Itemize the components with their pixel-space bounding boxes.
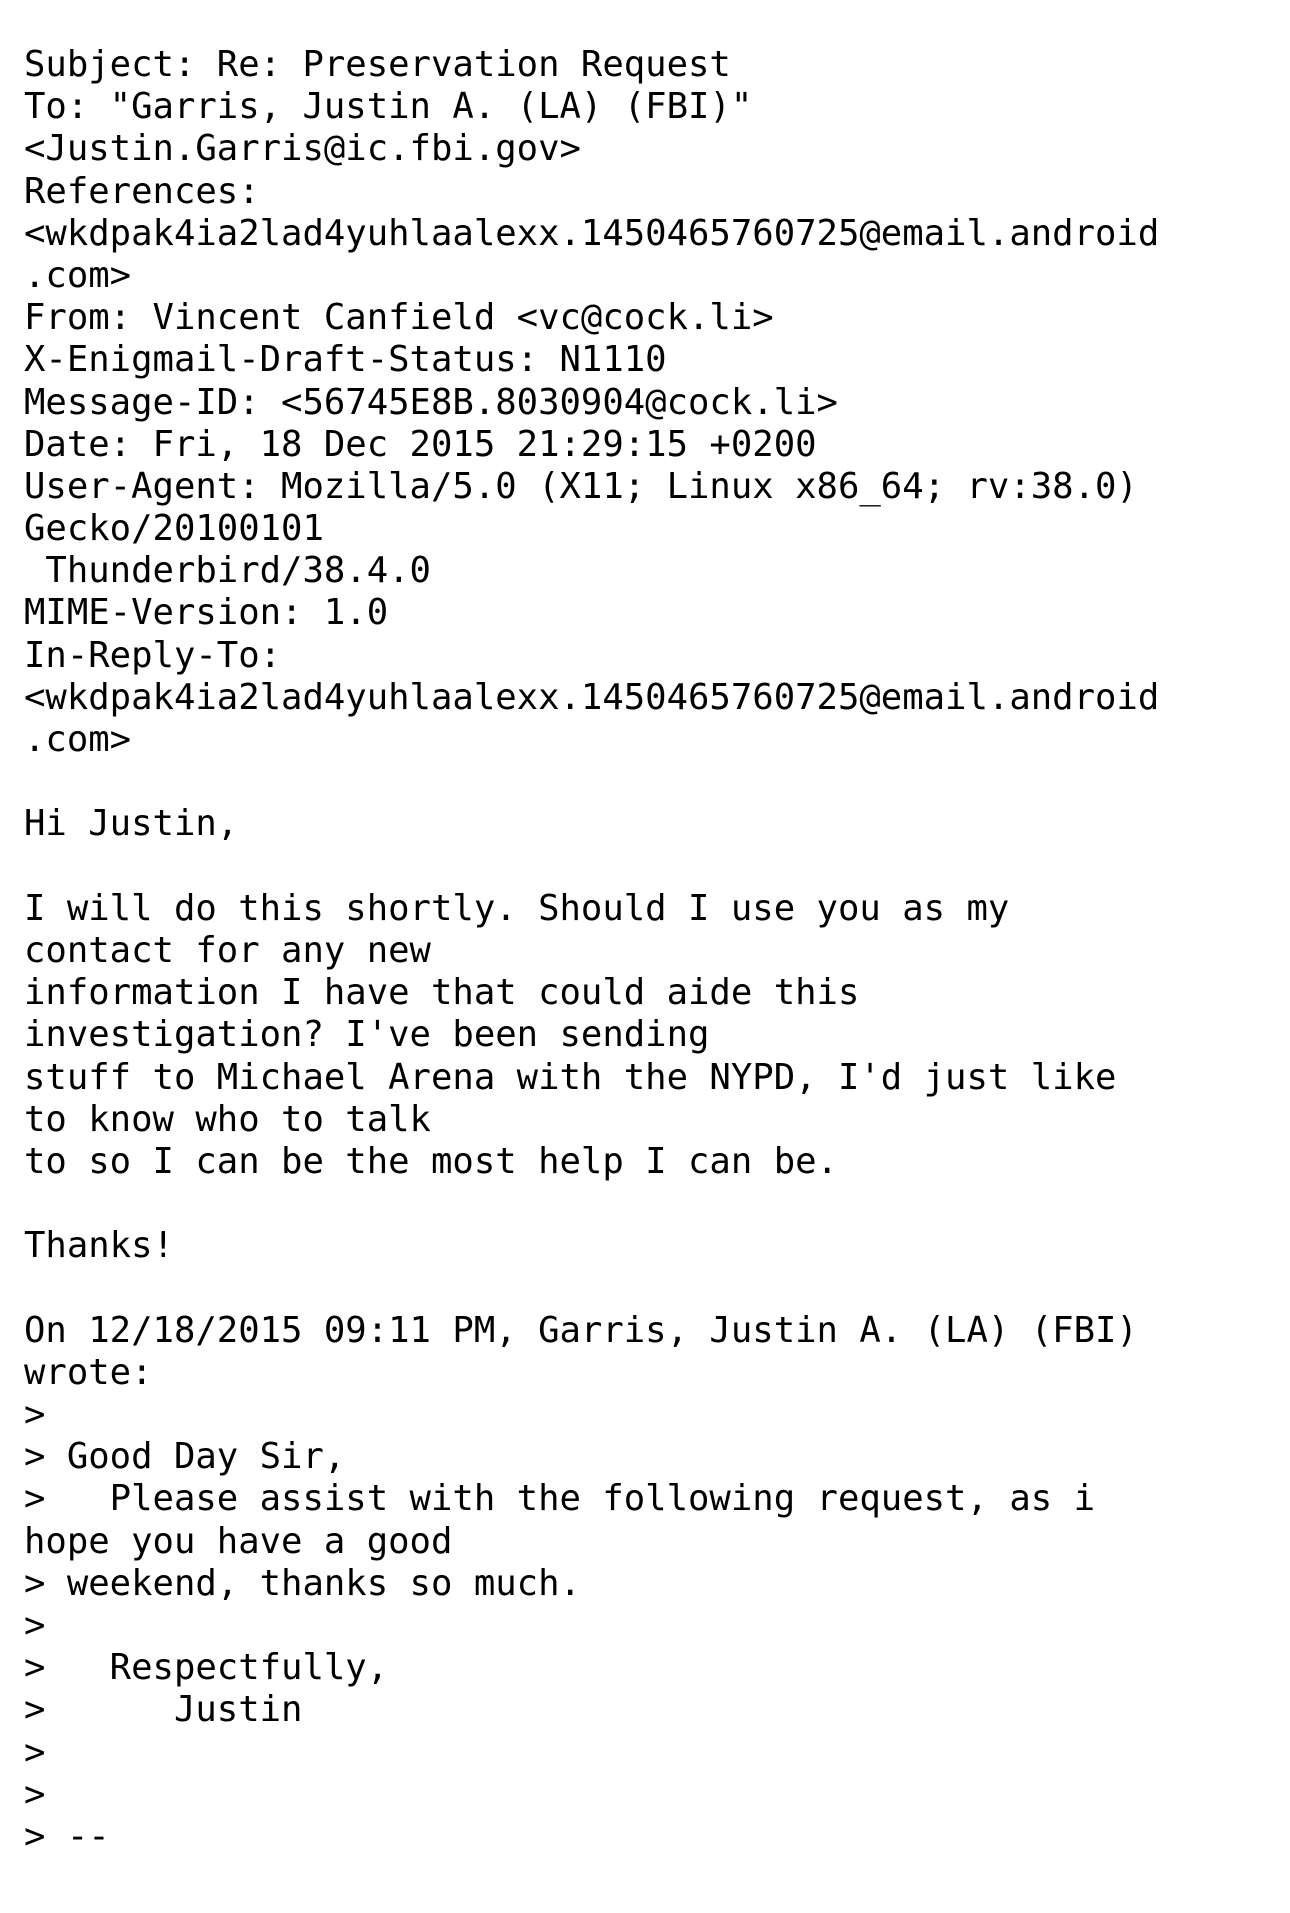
header-enigmail-status: X-Enigmail-Draft-Status: N1110 xyxy=(24,339,667,381)
quoted-line: > Justin xyxy=(24,1689,303,1731)
header-from: From: Vincent Canfield <vc@cock.li> xyxy=(24,297,774,339)
quoted-line: > xyxy=(24,1604,46,1646)
quoted-line: > xyxy=(24,1394,46,1435)
header-user-agent-cont-2: Thunderbird/38.4.0 xyxy=(24,550,431,592)
header-date: Date: Fri, 18 Dec 2015 21:29:15 +0200 xyxy=(24,423,817,465)
blank-line xyxy=(24,761,1274,803)
body-line: to so I can be the most help I can be. xyxy=(24,1140,838,1182)
quote-intro-line: On 12/18/2015 09:11 PM, Garris, Justin A. (LA) (FBI) xyxy=(24,1309,1138,1351)
header-references: References: xyxy=(24,170,260,212)
body-line: to know who to talk xyxy=(24,1098,431,1140)
signoff: Thanks! xyxy=(24,1225,174,1267)
greeting: Hi Justin, xyxy=(24,803,239,845)
body-line: contact for any new xyxy=(24,929,431,971)
quoted-message xyxy=(24,1394,1274,1858)
quote-intro-line: wrote: xyxy=(24,1351,153,1393)
body-line: investigation? I've been sending xyxy=(24,1014,710,1056)
quote-intro xyxy=(24,1310,1274,1394)
header-in-reply-to: In-Reply-To: xyxy=(24,634,282,676)
header-mime-version: MIME-Version: 1.0 xyxy=(24,592,389,634)
quoted-line: > Good Day Sir, xyxy=(24,1436,346,1478)
message-body xyxy=(24,888,1274,1183)
email-headers xyxy=(24,44,1274,761)
quoted-line: > xyxy=(24,1731,46,1773)
header-in-reply-to-id: <wkdpak4ia2lad4yuhlaalexx.1450465760725@email.android xyxy=(24,676,1160,718)
quoted-line: > weekend, thanks so much. xyxy=(24,1562,581,1604)
header-user-agent-cont: Gecko/20100101 xyxy=(24,508,324,550)
quoted-line: > Respectfully, xyxy=(24,1647,389,1689)
quoted-line: hope you have a good xyxy=(24,1520,453,1562)
header-in-reply-to-id-cont: .com> xyxy=(24,719,132,760)
body-line: information I have that could aide this xyxy=(24,972,860,1014)
body-line: I will do this shortly. Should I use you as my xyxy=(24,887,1010,929)
header-to: To: "Garris, Justin A. (LA) (FBI)" xyxy=(24,86,753,128)
email-document xyxy=(24,44,1274,1858)
body-line: stuff to Michael Arena with the NYPD, I'd just like xyxy=(24,1056,1117,1098)
quoted-line: > xyxy=(24,1773,46,1815)
header-to-address: <Justin.Garris@ic.fbi.gov> xyxy=(24,128,581,170)
blank-line xyxy=(24,1267,1274,1309)
quoted-line: > Please assist with the following request, as i xyxy=(24,1478,1095,1520)
blank-line xyxy=(24,846,1274,888)
header-references-id: <wkdpak4ia2lad4yuhlaalexx.1450465760725@email.android xyxy=(24,212,1160,254)
header-subject: Subject: Re: Preservation Request xyxy=(24,44,731,85)
quoted-line: > -- xyxy=(24,1815,110,1857)
header-references-id-cont: .com> xyxy=(24,254,132,296)
header-user-agent: User-Agent: Mozilla/5.0 (X11; Linux x86_64; rv:38.0) xyxy=(24,465,1138,507)
header-message-id: Message-ID: <56745E8B.8030904@cock.li> xyxy=(24,381,838,423)
blank-line xyxy=(24,1183,1274,1225)
